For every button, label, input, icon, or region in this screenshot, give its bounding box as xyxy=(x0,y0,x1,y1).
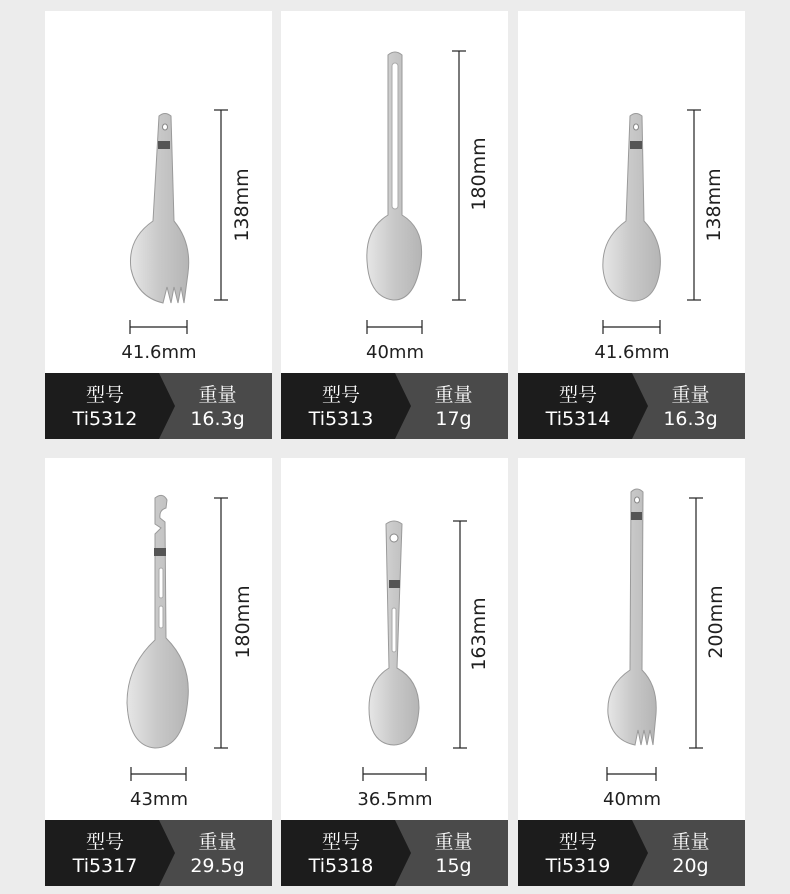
weight-value: 17g xyxy=(435,408,472,430)
weight-header: 重量 xyxy=(198,831,237,853)
weight-header: 重量 xyxy=(434,384,473,406)
model-header: 型号 xyxy=(558,384,597,406)
product-card xyxy=(45,458,272,886)
model-value: Ti5318 xyxy=(308,855,374,877)
weight-value: 20g xyxy=(672,855,709,877)
weight-value: 16.3g xyxy=(190,408,245,430)
model-header: 型号 xyxy=(321,831,360,853)
model-value: Ti5313 xyxy=(308,408,374,430)
length-label: 180mm xyxy=(232,585,254,659)
model-value: Ti5314 xyxy=(545,408,611,430)
product-image-area xyxy=(45,458,272,820)
weight-value: 29.5g xyxy=(190,855,245,877)
info-bar xyxy=(518,820,745,886)
width-label: 40mm xyxy=(603,789,661,810)
model-header: 型号 xyxy=(558,831,597,853)
product-card xyxy=(518,11,745,439)
model-header: 型号 xyxy=(85,384,124,406)
weight-header: 重量 xyxy=(434,831,473,853)
width-label: 41.6mm xyxy=(121,342,197,363)
weight-header: 重量 xyxy=(198,384,237,406)
info-bar xyxy=(281,820,508,886)
info-bar xyxy=(45,820,272,886)
width-label: 41.6mm xyxy=(594,342,670,363)
weight-header: 重量 xyxy=(671,384,710,406)
product-image-area xyxy=(45,11,272,373)
model-header: 型号 xyxy=(85,831,124,853)
weight-value: 15g xyxy=(435,855,472,877)
info-bar xyxy=(281,373,508,439)
width-label: 40mm xyxy=(366,342,424,363)
weight-value: 16.3g xyxy=(663,408,718,430)
product-image-area xyxy=(518,11,745,373)
length-label: 200mm xyxy=(705,585,727,659)
info-bar xyxy=(45,373,272,439)
product-image-area xyxy=(281,11,508,373)
model-header: 型号 xyxy=(321,384,360,406)
length-label: 138mm xyxy=(703,168,725,242)
product-image-area xyxy=(518,458,745,820)
product-card xyxy=(45,11,272,439)
length-label: 163mm xyxy=(468,597,490,671)
model-value: Ti5312 xyxy=(72,408,138,430)
width-label: 43mm xyxy=(130,789,188,810)
weight-header: 重量 xyxy=(671,831,710,853)
product-card xyxy=(281,11,508,439)
length-label: 180mm xyxy=(468,137,490,211)
width-label: 36.5mm xyxy=(357,789,433,810)
model-value: Ti5319 xyxy=(545,855,611,877)
length-label: 138mm xyxy=(231,168,253,242)
product-image-area xyxy=(281,458,508,820)
info-bar xyxy=(518,373,745,439)
model-value: Ti5317 xyxy=(72,855,138,877)
product-card xyxy=(281,458,508,886)
product-card xyxy=(518,458,745,886)
